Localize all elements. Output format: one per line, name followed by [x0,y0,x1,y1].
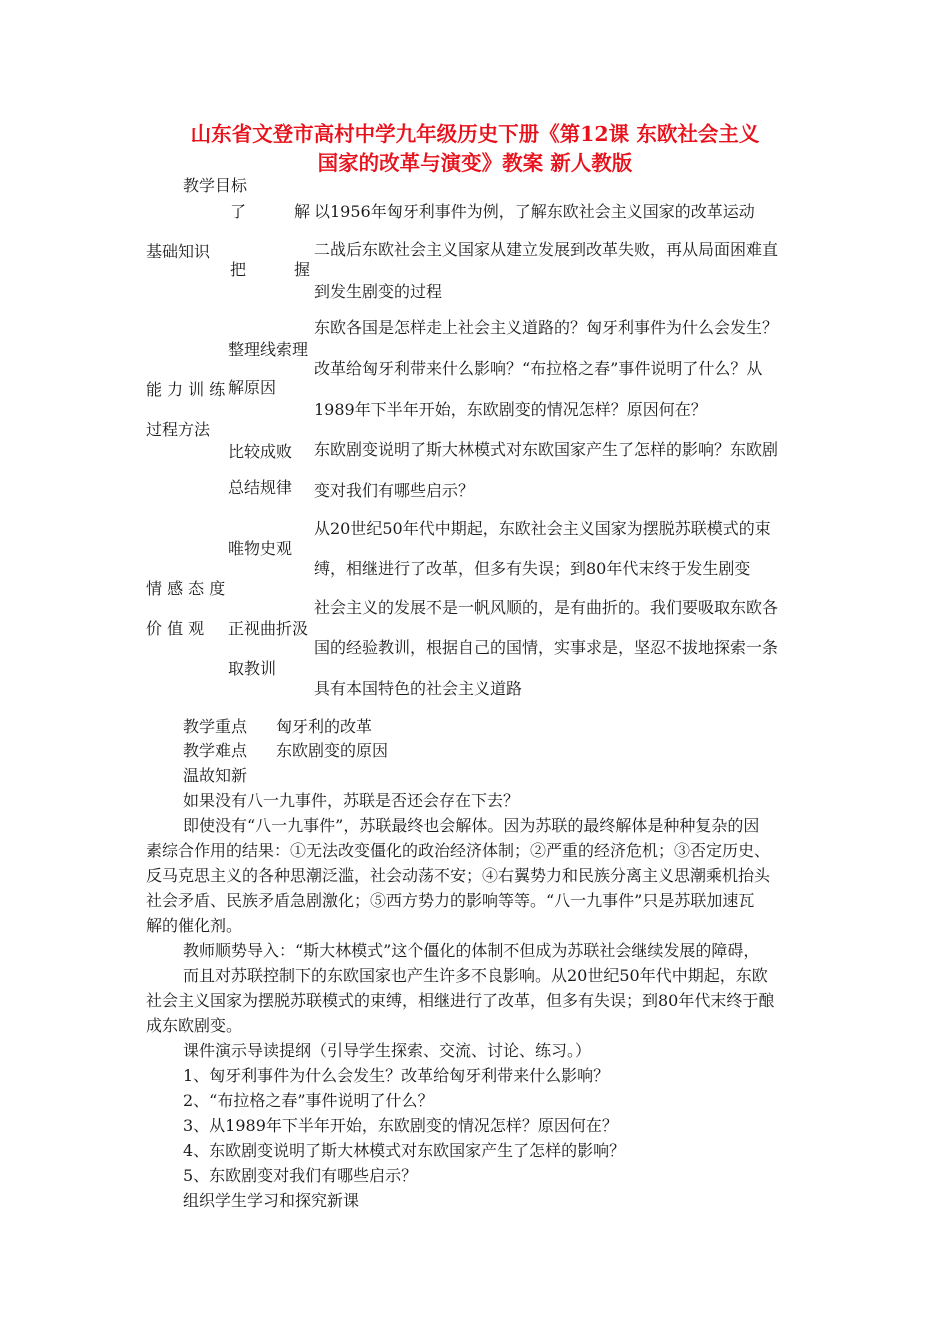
grasp-label-prefix: 把 [230,260,247,279]
ability-sub-label-4: 总结规律 [228,478,293,497]
outline-item: 3、从1989年下半年开始，东欧剧变的情况怎样？原因何在？ [183,1116,618,1135]
key-point-value: 匈牙利的改革 [276,717,373,736]
review-answer-line-2: 素综合作用的结果：①无法改变僵化的政治经济体制；②严重的经济危机；③否定历史、 [146,841,771,860]
intro-line-1: 教师顺势导入：“斯大林模式”这个僵化的体制不但成为苏联社会继续发展的障碍， [183,941,760,960]
difficulty-label: 教学难点 [183,741,248,760]
outline-item: 2、“布拉格之春”事件说明了什么？ [183,1091,434,1110]
process-method-label: 过程方法 [146,420,211,439]
key-point-label: 教学重点 [183,717,248,736]
closing-line: 组织学生学习和探究新课 [183,1191,360,1210]
understand-text: 以1956年匈牙利事件为例，了解东欧社会主义国家的改革运动 [314,202,755,221]
emotion-label: 情 感 态 度 [146,579,226,598]
outline-item: 4、东欧剧变说明了斯大林模式对东欧国家产生了怎样的影响？ [183,1141,626,1160]
review-question: 如果没有八一九事件，苏联是否还会存在下去？ [183,791,520,810]
values-label: 价 值 观 [146,619,205,638]
basic-knowledge-label: 基础知识 [146,242,211,261]
emotion-sub-label-1: 唯物史观 [228,539,293,558]
ability-sub-label-3: 比较成败 [228,442,293,461]
emotion-text-2: 缚，相继进行了改革，但多有失误；到80年代末终于发生剧变 [314,559,751,578]
emotion-text-5: 具有本国特色的社会主义道路 [314,679,523,698]
emotion-text-3: 社会主义的发展不是一帆风顺的，是有曲折的。我们要吸取东欧各 [314,598,779,617]
ability-sub-label-1: 整理线索理 [228,340,309,359]
review-answer-line-4: 社会矛盾、民族矛盾急剧激化；⑤西方势力的影响等等。“八一九事件”只是苏联加速瓦 [146,891,755,910]
intro-line-4: 成东欧剧变。 [146,1016,243,1035]
review-answer-line-3: 反马克思主义的各种思潮泛滥，社会动荡不安；④右翼势力和民族分离主义思潮乘机抬头 [146,866,771,885]
objectives-heading: 教学目标 [183,176,248,195]
grasp-text-line-2: 到发生剧变的过程 [314,282,443,301]
ability-question-4: 东欧剧变说明了斯大林模式对东欧国家产生了怎样的影响？东欧剧 [314,440,779,459]
intro-line-2: 而且对苏联控制下的东欧国家也产生许多不良影响。从20世纪50年代中期起，东欧 [183,966,768,985]
outline-heading: 课件演示导读提纲（引导学生探索、交流、讨论、练习。） [183,1041,592,1060]
emotion-text-1: 从20世纪50年代中期起，东欧社会主义国家为摆脱苏联模式的束 [314,519,771,538]
emotion-sub-label-3: 取教训 [228,659,277,678]
emotion-sub-label-2: 正视曲折汲 [228,619,309,638]
understand-label-prefix: 了 [230,202,247,221]
document-title-line-2: 国家的改革与演变》教案 新人教版 [317,151,633,175]
understand-label-suffix: 解 [294,202,311,221]
grasp-label-suffix: 握 [294,260,311,279]
outline-item: 1、匈牙利事件为什么会发生？改革给匈牙利带来什么影响？ [183,1066,610,1085]
ability-question-5: 变对我们有哪些启示？ [314,481,475,500]
difficulty-value: 东欧剧变的原因 [276,741,389,760]
review-answer-line-5: 解的催化剂。 [146,916,243,935]
document-title-line-1: 山东省文登市高村中学九年级历史下册《第12课 东欧社会主义 [190,122,760,146]
grasp-text-line-1: 二战后东欧社会主义国家从建立发展到改革失败，再从局面困难直 [314,240,779,259]
ability-sub-label-2: 解原因 [228,378,277,397]
review-answer-line-1: 即使没有“八一九事件”，苏联最终也会解体。因为苏联的最终解体是种种复杂的因 [183,816,760,835]
ability-label: 能 力 训 练 [146,380,226,399]
emotion-text-4: 国的经验教训，根据自己的国情，实事求是，坚忍不拔地探索一条 [314,638,779,657]
intro-line-3: 社会主义国家为摆脱苏联模式的束缚，相继进行了改革，但多有失误；到80年代末终于酿 [146,991,775,1010]
ability-question-1: 东欧各国是怎样走上社会主义道路的？匈牙利事件为什么会发生？ [314,318,779,337]
outline-item: 5、东欧剧变对我们有哪些启示？ [183,1166,418,1185]
ability-question-2: 改革给匈牙利带来什么影响？“布拉格之春”事件说明了什么？从 [314,359,763,378]
review-heading: 温故知新 [183,766,248,785]
ability-question-3: 1989年下半年开始，东欧剧变的情况怎样？原因何在？ [314,400,707,419]
